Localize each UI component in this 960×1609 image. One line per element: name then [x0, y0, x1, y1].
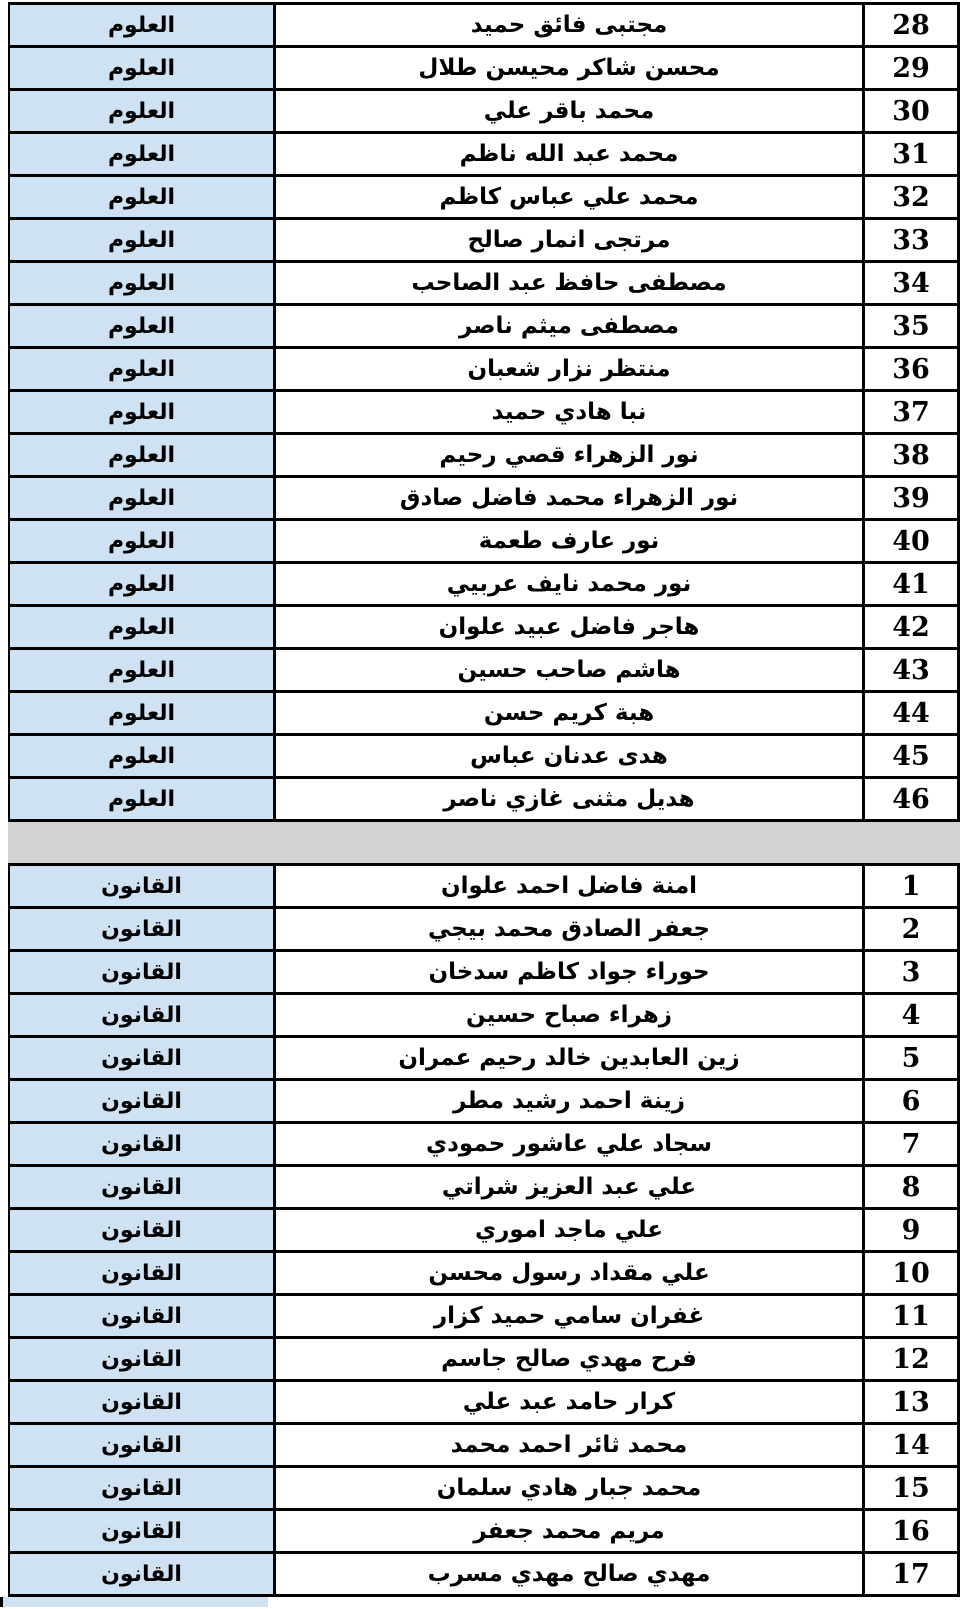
department-cell: العلوم	[10, 650, 273, 690]
table-row	[8, 952, 960, 995]
row-number-cell: 5	[901, 1042, 921, 1074]
row-number-cell: 40	[892, 525, 930, 557]
department-cell: القانون	[10, 1253, 273, 1293]
department-cell: العلوم	[10, 5, 273, 45]
row-number-cell: 15	[892, 1472, 930, 1504]
department-cell: القانون	[10, 909, 273, 949]
table-row	[8, 779, 960, 822]
table-row	[8, 48, 960, 91]
table-row	[8, 995, 960, 1038]
department-cell: العلوم	[10, 306, 273, 346]
department-cell: العلوم	[10, 564, 273, 604]
row-number-cell: 42	[892, 611, 930, 643]
student-name-cell: هدى عدنان عباس	[273, 736, 865, 776]
table-row	[8, 866, 960, 909]
student-name-cell: نور الزهراء محمد فاضل صادق	[273, 478, 865, 518]
department-cell: القانون	[10, 866, 273, 906]
department-cell: القانون	[10, 1511, 273, 1551]
department-cell: العلوم	[10, 177, 273, 217]
department-cell: العلوم	[10, 779, 273, 819]
table-row	[8, 736, 960, 779]
table-row	[8, 521, 960, 564]
table-row	[8, 1339, 960, 1382]
row-number-cell: 9	[901, 1214, 921, 1246]
row-number-cell: 2	[901, 913, 921, 945]
table-row	[8, 1253, 960, 1296]
department-cell: القانون	[10, 952, 273, 992]
row-number-cell: 44	[892, 697, 930, 729]
department-cell: القانون	[10, 1210, 273, 1250]
student-name-cell: جعفر الصادق محمد بيجي	[273, 909, 865, 949]
table-row	[8, 392, 960, 435]
table-row	[8, 1210, 960, 1253]
row-number-cell: 4	[901, 999, 921, 1031]
table-row	[8, 1425, 960, 1468]
department-cell: القانون	[10, 1081, 273, 1121]
row-number-cell: 14	[892, 1429, 930, 1461]
student-name-cell: هديل مثنى غازي ناصر	[273, 779, 865, 819]
table-row	[8, 349, 960, 392]
student-name-cell: علي عبد العزيز شراتي	[273, 1167, 865, 1207]
student-name-cell: زهراء صباح حسين	[273, 995, 865, 1035]
department-cell: العلوم	[10, 48, 273, 88]
table-row	[8, 220, 960, 263]
department-cell: القانون	[10, 1382, 273, 1422]
student-table	[8, 2, 960, 1597]
student-name-cell: محمد ثائر احمد محمد	[273, 1425, 865, 1465]
department-cell: العلوم	[10, 263, 273, 303]
student-name-cell: زينة احمد رشيد مطر	[273, 1081, 865, 1121]
department-cell: العلوم	[10, 521, 273, 561]
department-cell: القانون	[10, 1124, 273, 1164]
student-name-cell: محمد علي عباس كاظم	[273, 177, 865, 217]
scanned-document-page	[0, 2, 960, 1609]
row-number-cell: 29	[892, 52, 930, 84]
row-number-cell: 36	[892, 353, 930, 385]
department-cell: القانون	[10, 1038, 273, 1078]
table-row	[8, 564, 960, 607]
student-name-cell: هاجر فاضل عبيد علوان	[273, 607, 865, 647]
student-name-cell: مرتجى انمار صالح	[273, 220, 865, 260]
student-name-cell: نبا هادي حميد	[273, 392, 865, 432]
table-row	[8, 1511, 960, 1554]
department-cell: القانون	[10, 1425, 273, 1465]
row-number-cell: 10	[892, 1257, 930, 1289]
row-number-cell: 1	[901, 870, 921, 902]
department-cell: القانون	[10, 1339, 273, 1379]
table-row	[8, 435, 960, 478]
table-row	[8, 607, 960, 650]
table-row	[8, 909, 960, 952]
row-number-cell: 16	[892, 1515, 930, 1547]
student-name-cell: سجاد علي عاشور حمودي	[273, 1124, 865, 1164]
table-row	[8, 5, 960, 48]
table-row	[8, 1124, 960, 1167]
department-cell: العلوم	[10, 736, 273, 776]
table-row	[8, 177, 960, 220]
department-cell: القانون	[10, 1296, 273, 1336]
student-name-cell: محمد جبار هادي سلمان	[273, 1468, 865, 1508]
row-number-cell: 33	[892, 224, 930, 256]
student-name-cell: نور عارف طعمة	[273, 521, 865, 561]
student-name-cell: امنة فاضل احمد علوان	[273, 866, 865, 906]
row-number-cell: 31	[892, 138, 930, 170]
student-name-cell: محمد باقر علي	[273, 91, 865, 131]
row-number-cell: 8	[901, 1171, 921, 1203]
row-number-cell: 11	[892, 1300, 930, 1332]
row-number-cell: 46	[892, 783, 930, 815]
table-row	[8, 1038, 960, 1081]
table-row	[8, 1382, 960, 1425]
student-name-cell: مريم محمد جعفر	[273, 1511, 865, 1551]
department-cell: القانون	[10, 1468, 273, 1508]
department-cell: العلوم	[10, 349, 273, 389]
table-row	[8, 650, 960, 693]
student-name-cell: فرح مهدي صالح جاسم	[273, 1339, 865, 1379]
student-name-cell: غفران سامي حميد كزار	[273, 1296, 865, 1336]
row-number-cell: 30	[892, 95, 930, 127]
student-name-cell: محسن شاكر محيسن طلال	[273, 48, 865, 88]
department-cell: العلوم	[10, 134, 273, 174]
student-name-cell: علي مقداد رسول محسن	[273, 1253, 865, 1293]
student-name-cell: مصطفى حافظ عبد الصاحب	[273, 263, 865, 303]
table-row	[8, 1468, 960, 1511]
row-number-cell: 13	[892, 1386, 930, 1418]
department-cell: العلوم	[10, 478, 273, 518]
row-number-cell: 41	[892, 568, 930, 600]
student-name-cell: زين العابدين خالد رحيم عمران	[273, 1038, 865, 1078]
row-number-cell: 28	[892, 9, 930, 41]
row-number-cell: 45	[892, 740, 930, 772]
table-row	[8, 91, 960, 134]
department-cell-partial	[0, 1597, 268, 1607]
student-name-cell: مهدي صالح مهدي مسرب	[273, 1554, 865, 1594]
student-name-cell: كرار حامد عبد علي	[273, 1382, 865, 1422]
department-cell: العلوم	[10, 435, 273, 475]
row-number-cell: 37	[892, 396, 930, 428]
row-number-cell: 43	[892, 654, 930, 686]
student-name-cell: نور محمد نايف عربيي	[273, 564, 865, 604]
row-number-cell: 17	[892, 1558, 930, 1590]
student-name-cell: مصطفى ميثم ناصر	[273, 306, 865, 346]
student-name-cell: علي ماجد اموري	[273, 1210, 865, 1250]
student-name-cell: نور الزهراء قصي رحيم	[273, 435, 865, 475]
row-number-cell: 32	[892, 181, 930, 213]
row-number-cell: 34	[892, 267, 930, 299]
table-row	[8, 693, 960, 736]
department-cell: القانون	[10, 1554, 273, 1594]
table-row	[8, 478, 960, 521]
row-number-cell: 7	[901, 1128, 921, 1160]
row-number-cell: 39	[892, 482, 930, 514]
department-cell: العلوم	[10, 392, 273, 432]
department-cell: العلوم	[10, 220, 273, 260]
student-name-cell: هاشم صاحب حسين	[273, 650, 865, 690]
table-row	[8, 306, 960, 349]
student-name-cell: هبة كريم حسن	[273, 693, 865, 733]
department-cell: العلوم	[10, 693, 273, 733]
table-row	[8, 1167, 960, 1210]
table-row	[8, 1554, 960, 1597]
department-cell: العلوم	[10, 91, 273, 131]
department-cell: القانون	[10, 995, 273, 1035]
table-row	[8, 263, 960, 306]
row-number-cell: 12	[892, 1343, 930, 1375]
row-number-cell: 38	[892, 439, 930, 471]
row-number-cell: 3	[901, 956, 921, 988]
row-number-cell: 35	[892, 310, 930, 342]
table-row	[8, 1296, 960, 1339]
student-name-cell: منتظر نزار شعبان	[273, 349, 865, 389]
department-cell: القانون	[10, 1167, 273, 1207]
section-divider	[8, 822, 960, 866]
student-name-cell: حوراء جواد كاظم سدخان	[273, 952, 865, 992]
student-name-cell: مجتبى فائق حميد	[273, 5, 865, 45]
student-name-cell: محمد عبد الله ناظم	[273, 134, 865, 174]
table-row	[8, 1081, 960, 1124]
row-number-cell: 6	[901, 1085, 921, 1117]
table-row	[8, 134, 960, 177]
department-cell: العلوم	[10, 607, 273, 647]
